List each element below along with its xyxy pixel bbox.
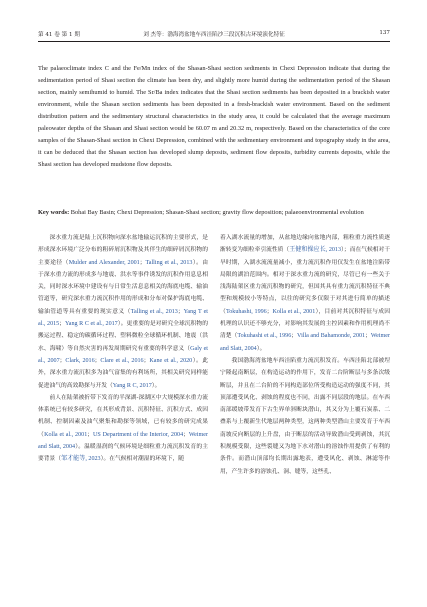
right-column bbox=[220, 232, 390, 478]
text-run: ； bbox=[59, 357, 66, 364]
text-run: ）。温暖湿润的气候环境是细粒重力流沉积发育的主要背景（ bbox=[38, 444, 208, 463]
citation-link[interactable]: Kolla et al., 2001 bbox=[272, 308, 316, 315]
text-run: ）。 bbox=[151, 382, 161, 389]
page-number: 137 bbox=[379, 30, 390, 36]
citation-link[interactable]: Talling et al., 2013 bbox=[130, 308, 178, 315]
citation-link[interactable]: Weimer and Slatt, 2004 bbox=[38, 431, 209, 451]
text-run: 深水重力流是陆上沉积物向深水盆地输运沉积的主要形式，是形成深水环境广泛分布的粗碎屑沉积物及其伴生的细碎屑沉积物的主要途径（ bbox=[38, 235, 208, 266]
text-run: ）。由于深水重力流的形成多与地震、洪水等事件诱发的沉积作用息息相关，同时深水环境中建设有与日常生活息息相关的海底电缆、输油管道等，研究深水重力流沉积作用的形成和分布对保护海底电缆、输油管道等具有重要的现实意义（ bbox=[38, 259, 209, 315]
issue-info: 第 41 卷 第 1 期 bbox=[38, 32, 80, 38]
text-run: ； bbox=[365, 333, 371, 340]
citation-link[interactable]: Weimer and Slatt, 2004 bbox=[220, 333, 390, 352]
citation-link[interactable]: 邹才能等, 2023 bbox=[61, 456, 101, 463]
text-run: 我国渤海湾盆地车西洼陷重力流沉积发育。车西洼陷北部被埕宁隆起南断层，在构造运动的作用下，发育二台阶断层与多条次级断层，并且在二台阶的不同构造部位所受构造运动的强度不同，其顶部遭受风化、剥蚀的程度也不同，出露不同层段的地层。在车西南部缓坡带发育下古生界单斜断块潜山，其又分为上覆石炭系、二叠系与上覆新生代地层两种类型，这两种类型潜山主要发育于车西南坡反向断层的上升盘，由于断层的活动导致潜山受到剥蚀，其沉积规模受限，这些裂缝又为地下水对潜山的溶蚀作用提供了有利的条件。而潜山顶部均长期出露地表，遭受风化、剥蚀、淋滤等作用，产生许多的溶蚀孔、洞、缝等，这些孔、 bbox=[220, 357, 390, 475]
keywords bbox=[38, 207, 390, 219]
text-run: ； bbox=[143, 357, 150, 364]
citation-link[interactable]: US Department of the Interior, 2004 bbox=[93, 431, 184, 438]
text-run: ； bbox=[291, 333, 298, 340]
text-run: ； bbox=[183, 431, 189, 438]
paragraph bbox=[220, 355, 390, 478]
keywords-label: Key words: bbox=[38, 209, 70, 216]
running-header bbox=[38, 30, 390, 40]
text-run: ； bbox=[177, 308, 184, 315]
text-run: 着入湖水流量的增加，从盆地边缘向盆地内部，粗粒重力流性质逐渐转变为细粒牵引流性质（ bbox=[220, 235, 390, 254]
citation-link[interactable]: Clark, 2016 bbox=[65, 357, 95, 364]
paragraph bbox=[38, 232, 208, 392]
text-run: ）；而在气候相对干旱时期，入湖水流流量减小，重力流沉积作用仅发生在盆地注陷带局限的湖泊范围内。相对于深水重力流的研究，尽管已有一些关于浅海陆架区重力流沉积物的研究，但国其具有重力流沉积特征不典型和规模较小等特点，以往的研究多仅限于对其进行简单的描述（ bbox=[220, 247, 391, 315]
citation-link[interactable]: Tokuhashi et al., 1996 bbox=[237, 333, 292, 340]
text-run: ； bbox=[94, 357, 101, 364]
header-divider bbox=[38, 41, 390, 42]
paragraph bbox=[220, 232, 390, 355]
text-run: ； bbox=[266, 308, 273, 315]
left-column bbox=[38, 232, 208, 466]
citation-link[interactable]: Yang T et al., 2015 bbox=[38, 308, 208, 328]
abstract-text: The palaeoclimate index C and the Fe/Mn index of the Shasan-Shasi section sediments in Chexi Depression indicate that during the sedimentation period of Shasi section the climate has been dry, and slightly more humid during the sedimentation period of the Shasan section, mainly semihumid to humid. The Sr/Ba index indicates that the Shasi section sediments has been deposited in a brackish water environment, while the Shasan section sediments has been deposited in a fresh-brackish water environment. Based on the sediment distribution pattern and the sedimentary structural characteristics in the study area, it could be calculated that the average maximum paleowater depths of the Shasan and Shasi section would be 60.07 m and 20.32 m, respectively. Based on the characteristics of the core samples of the Shasan-Shasi section in Chexi Depression, combined with the sedimentary environment and topography study in the area, it can be deduced that the Shasan section has developed slump deposits, sediment flow deposits, turbidity currents deposits, while the Shasi section has developed mudstone flow deposits. bbox=[38, 65, 390, 169]
keywords-text: Bohai Bay Basin; Chexi Depression; Shasan-Shasi section; gravity flow deposition; palaeoenvironmental evolution bbox=[70, 209, 364, 216]
text-run: 前人在陆架被折带下发育的半深湖-深湖区中大规模深水重力流体系统已有较多研究，在其形成背景、沉积特征、沉积方式、成因机制、控制因素及油气聚集和勘探等领域，已有较多的研究成果（ bbox=[38, 394, 208, 438]
citation-link[interactable]: Yang R C, 2017 bbox=[112, 382, 152, 389]
citation-link[interactable]: Villa and Bahamonde, 2001 bbox=[297, 333, 366, 340]
text-run: ），目前对其沉积特征与成因机理的认识还不够充分，对影响其发展的主控因素和作用机理尚不清楚（ bbox=[220, 308, 390, 340]
text-run: ）。此外，深水重力流沉积多为油气富集的有利场所，其相关研究同样能促进油气的高效勘探与开发（ bbox=[38, 357, 209, 389]
citation-link[interactable]: Galy et al., 2007 bbox=[38, 345, 208, 364]
paragraph bbox=[38, 392, 208, 466]
citation-link[interactable]: Talling et al., 2013 bbox=[145, 259, 193, 266]
text-run: ； bbox=[59, 321, 65, 328]
citation-link[interactable]: Yang R C et al., 2017 bbox=[64, 321, 118, 328]
abstract bbox=[38, 63, 390, 171]
citation-link[interactable]: Kolla et al., 2001 bbox=[44, 431, 88, 438]
citation-link[interactable]: Clare et al., 2016 bbox=[100, 357, 144, 364]
text-run: ）。更重要的是对研究全球沉积物的搬运过程、稳定的碳循环过程、塑料微粒全球循环机制、地震（洪水、海啸）等自然灾害的再发周期研究有重要的科学意义（ bbox=[38, 321, 209, 352]
citation-link[interactable]: Tokuhashi, 1996 bbox=[225, 308, 267, 315]
citation-link[interactable]: Kane et al., 2020 bbox=[149, 357, 193, 364]
running-title: 刘 杰等：渤海湾盆地车西洼陷沙三段沉积古环境演化特征 bbox=[143, 32, 285, 38]
citation-link[interactable]: Mulder and Alexander, 2001 bbox=[68, 259, 140, 266]
text-run: ）。 bbox=[256, 345, 266, 352]
citation-link[interactable]: 王健和操应长, 2013 bbox=[289, 247, 342, 254]
text-run: ）。在气候相对潮湿的环境下，随 bbox=[100, 456, 184, 463]
text-run: ； bbox=[87, 431, 93, 438]
text-run: ； bbox=[139, 259, 146, 266]
